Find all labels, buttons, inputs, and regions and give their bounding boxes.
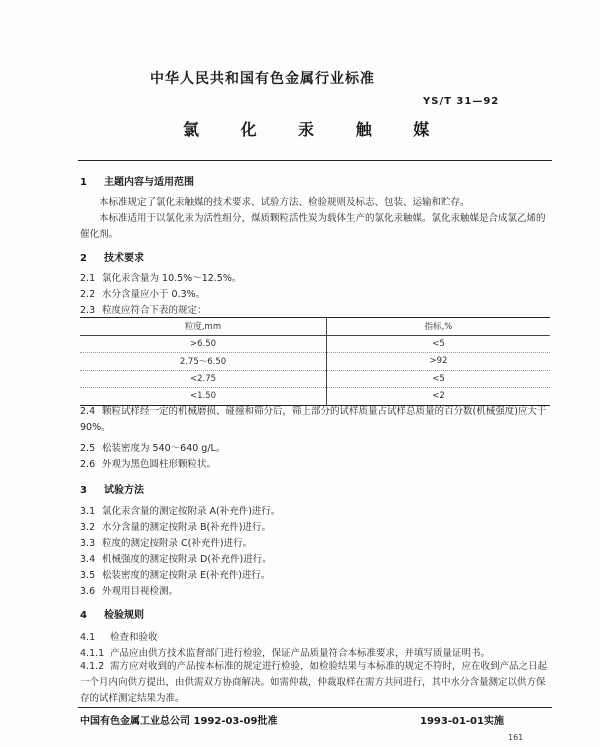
item-text: 颗粒试样经一定的机械磨损、碰撞和筛分后，筛上部分的试样质量占试样总质量的百分数(机械强度)应大于 90%。 (80, 406, 547, 433)
item-2-5 (80, 440, 225, 454)
item-text: 粒度应符合下表的规定： (102, 305, 207, 316)
table-cell: <1.50 (80, 388, 327, 406)
table-row (80, 370, 550, 388)
table-row (80, 335, 550, 353)
table-row (80, 353, 550, 371)
item-4-1 (80, 629, 158, 643)
section-title: 检验规则 (104, 610, 144, 621)
item-2-2 (80, 286, 205, 300)
item-number: 3.1 (80, 506, 96, 517)
item-text: 氯化汞含量为 10.5%～12.5%。 (102, 273, 242, 284)
item-2-4 (80, 404, 550, 436)
item-number: 3.5 (80, 570, 96, 581)
table-header-row (80, 318, 550, 336)
table-row (80, 388, 550, 406)
section-3-heading (80, 481, 144, 496)
effective-date: 1993-01-01实施 (420, 716, 504, 727)
issuer-approval: 中国有色金属工业总公司 1992-03-09批准 (80, 716, 278, 727)
item-text: 水分含量的测定按附录 B(补充件)进行。 (102, 522, 271, 533)
standard-code: YS/T 31—92 (423, 96, 500, 107)
item-3-5 (80, 567, 270, 581)
item-text: 产品应由供方技术监督部门进行检验，保证产品质量符合本标准要求，并填写质量证明书。 (110, 648, 491, 659)
standard-header: 中华人民共和国有色金属行业标准 (150, 71, 375, 87)
table-cell: <2 (327, 388, 551, 406)
scope-paragraph-2: 本标准适用于以氯化汞为活性组分，煤质颗粒活性炭为载体生产的氯化汞触媒。氯化汞触媒是合成氯乙烯的催化剂。 (80, 213, 546, 240)
item-2-3 (80, 302, 207, 316)
table-cell: 2.75～6.50 (80, 353, 327, 371)
item-3-1 (80, 503, 280, 517)
table-cell: >6.50 (80, 335, 327, 353)
item-number: 4.1.2 (80, 661, 105, 672)
item-number: 4.1.1 (80, 648, 105, 659)
item-2-1 (80, 270, 241, 284)
table-cell: <2.75 (80, 370, 327, 388)
item-3-6 (80, 583, 178, 597)
section-number: 3 (80, 485, 87, 496)
item-text: 外观用目视检测。 (102, 586, 179, 597)
column-header: 粒度,mm (80, 318, 327, 336)
item-number: 3.4 (80, 554, 96, 565)
item-number: 2.3 (80, 305, 96, 316)
item-number: 3.2 (80, 522, 96, 533)
table-cell: <5 (327, 335, 551, 353)
item-number: 2.2 (80, 289, 96, 300)
item-2-6 (80, 456, 216, 470)
section-4-heading (80, 606, 144, 621)
section-title: 主题内容与适用范围 (104, 177, 194, 188)
item-number: 4.1 (80, 632, 96, 643)
item-number: 2.6 (80, 459, 96, 470)
item-3-2 (80, 519, 271, 533)
item-text: 外观为黑色圆柱形颗粒状。 (102, 459, 217, 470)
item-number: 2.1 (80, 273, 96, 284)
item-number: 2.5 (80, 443, 96, 454)
section-title: 试验方法 (104, 485, 144, 496)
footer-rule (78, 707, 552, 708)
scope-paragraph-1: 本标准规定了氯化汞触媒的技术要求、试验方法、检验规则及标志、包装、运输和贮存。 (99, 197, 470, 208)
section-number: 1 (80, 177, 87, 188)
item-text: 松装密度的测定按附录 E(补充件)进行。 (102, 570, 271, 581)
item-number: 2.4 (80, 406, 96, 417)
item-text: 氯化汞含量的测定按附录 A(补充件)进行。 (102, 506, 281, 517)
item-text: 检查和验收 (110, 632, 158, 643)
item-3-4 (80, 551, 272, 565)
item-3-3 (80, 535, 252, 549)
item-text: 粒度的测定按附录 C(补充件)进行。 (102, 538, 253, 549)
item-4-1-2 (80, 659, 550, 707)
item-text: 机械强度的测定按附录 D(补充件)进行。 (102, 554, 272, 565)
page-number: 161 (508, 733, 524, 742)
table-cell: >92 (327, 353, 551, 371)
item-number: 3.6 (80, 586, 96, 597)
item-text: 松装密度为 540～640 g/L。 (102, 443, 226, 454)
title-rule (78, 160, 552, 161)
section-1-heading (80, 173, 194, 188)
section-number: 4 (80, 610, 87, 621)
column-header: 指标,% (327, 318, 551, 336)
item-4-1-1 (80, 645, 490, 659)
item-text: 需方应对收到的产品按本标准的规定进行检验，如检验结果与本标准的规定不符时，应在收到产品之日起一个月内向供方提出，由供需双方协商解决。如需仲裁，仲裁取样在需方共同进行，其中水分含量测定以供方保存的试样测定结果为准。 (80, 661, 548, 704)
section-number: 2 (80, 253, 87, 264)
table-cell: <5 (327, 370, 551, 388)
item-text: 水分含量应小于 0.3%。 (102, 289, 206, 300)
particle-size-table (80, 317, 550, 406)
section-2-heading (80, 249, 144, 264)
item-number: 3.3 (80, 538, 96, 549)
section-title: 技术要求 (104, 253, 144, 264)
document-title: 氯 化 汞 触 媒 (183, 120, 448, 139)
